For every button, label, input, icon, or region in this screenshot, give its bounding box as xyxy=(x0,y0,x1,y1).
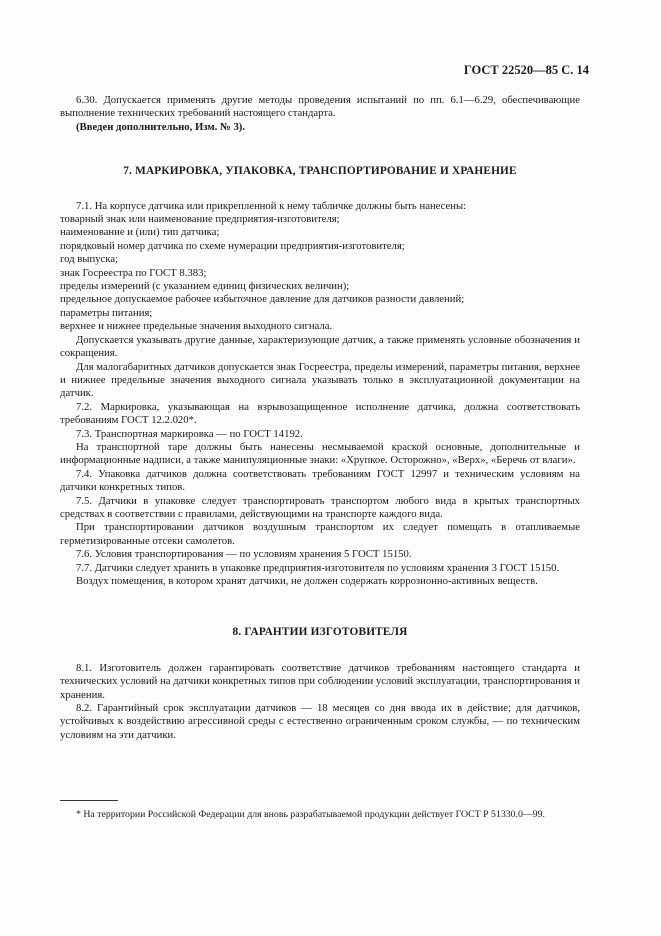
paragraph-7-4: 7.4. Упаковка датчиков должна соответствовать требованиям ГОСТ 12997 и техническим условиям на датчики конкретных типов. xyxy=(60,467,580,494)
footnote-rule xyxy=(60,800,118,801)
paragraph-8-2: 8.2. Гарантийный срок эксплуатации датчиков — 18 месяцев со дня ввода их в действие; для датчиков, устойчивых к воздействию агрессивной среды с естественно ограниченным сроком службы, — по техническим условиям на эти датчики. xyxy=(60,702,580,741)
paragraph-6-30: 6.30. Допускается применять другие методы проведения испытаний по пп. 6.1—6.29, обеспечивающие выполнение технических требований настоящего стандарта. xyxy=(60,94,580,120)
section-8-title: 8. ГАРАНТИИ ИЗГОТОВИТЕЛЯ xyxy=(232,626,408,639)
paragraph-7-3: 7.3. Транспортная маркировка — по ГОСТ 14192. xyxy=(76,427,303,440)
list-item: параметры питания; xyxy=(60,306,153,319)
paragraph-7-7: 7.7. Датчики следует хранить в упаковке предприятия-изготовителя по условиям хранения 3 ГОСТ 15150. xyxy=(76,561,560,574)
page-header: ГОСТ 22520—85 С. 14 xyxy=(463,63,589,77)
paragraph-7-5-air: При транспортировании датчиков воздушным транспортом их следует помещать в отапливаемые герметизированные отсеки самолетов. xyxy=(60,521,580,547)
footnote xyxy=(60,800,580,822)
list-item: пределы измерений (с указанием единиц физических величин); xyxy=(60,280,350,293)
paragraph-8-1: 8.1. Изготовитель должен гарантировать соответствие датчиков требованиям настоящего стандарта и технических условий на датчики конкретных типов при соблюдении условий эксплуатации, транспортирования и хранения. xyxy=(60,661,580,701)
paragraph-7-5: 7.5. Датчики в упаковке следует транспортировать транспортом любого вида в крытых транспортных средствах в соответствии с правилами, действующими на транспорте каждого вида. xyxy=(60,494,580,520)
list-item: знак Госреестра по ГОСТ 8.383; xyxy=(60,266,207,279)
paragraph-7-1: 7.1. На корпусе датчика или прикрепленной к нему табличке должны быть нанесены: xyxy=(76,199,467,212)
paragraph-7-7-air: Воздух помещения, в котором хранят датчики, не должен содержать коррозионно-активных веществ. xyxy=(76,575,538,587)
list-item: порядковый номер датчика по схеме нумерации предприятия-изготовителя; xyxy=(60,239,405,252)
footnote-text: * На территории Российской Федерации для вновь разрабатываемой продукции действует ГОСТ Р 51330.0—99. xyxy=(76,809,545,820)
paragraph-7-1-extra: Допускается указывать другие данные, характеризующие датчик, а также применять условные обозначения и сокращения. xyxy=(60,333,580,360)
list-item: верхнее и нижнее предельные значения выходного сигнала. xyxy=(60,320,333,333)
list-item: год выпуска; xyxy=(60,253,119,266)
document-body xyxy=(60,94,580,742)
list-item: товарный знак или наименование предприятия-изготовителя; xyxy=(60,213,340,226)
paragraph-7-2: 7.2. Маркировка, указывающая на взрывозащищенное исполнение датчика, должна соответствовать требованиям ГОСТ 12.2.020*. xyxy=(60,400,580,427)
list-item: наименование и (или) тип датчика; xyxy=(60,226,220,239)
paragraph-7-3-tare: На транспортной таре должны быть нанесены несмываемой краской основные, дополнительные и информационные надписи, а также манипуляционные знаки: «Хрупкое. Осторожно», «Верх», «Беречь от влаги». xyxy=(60,440,580,467)
section-7-title: 7. МАРКИРОВКА, УПАКОВКА, ТРАНСПОРТИРОВАНИЕ И ХРАНЕНИЕ xyxy=(123,165,517,178)
amendment-note: (Введен дополнительно, Изм. № 3). xyxy=(76,120,246,133)
paragraph-7-6: 7.6. Условия транспортирования — по условиям хранения 5 ГОСТ 15150. xyxy=(76,548,412,561)
list-item: предельное допускаемое рабочее избыточное давление для датчиков разности давлений; xyxy=(60,293,465,306)
paragraph-7-1-small-sensors: Для малогабаритных датчиков допускается знак Госреестра, пределы измерений, параметры питания, верхнее и нижнее предельные значения выходного сигнала указывать только в эксплуатационной документации на датчик. xyxy=(60,360,580,400)
